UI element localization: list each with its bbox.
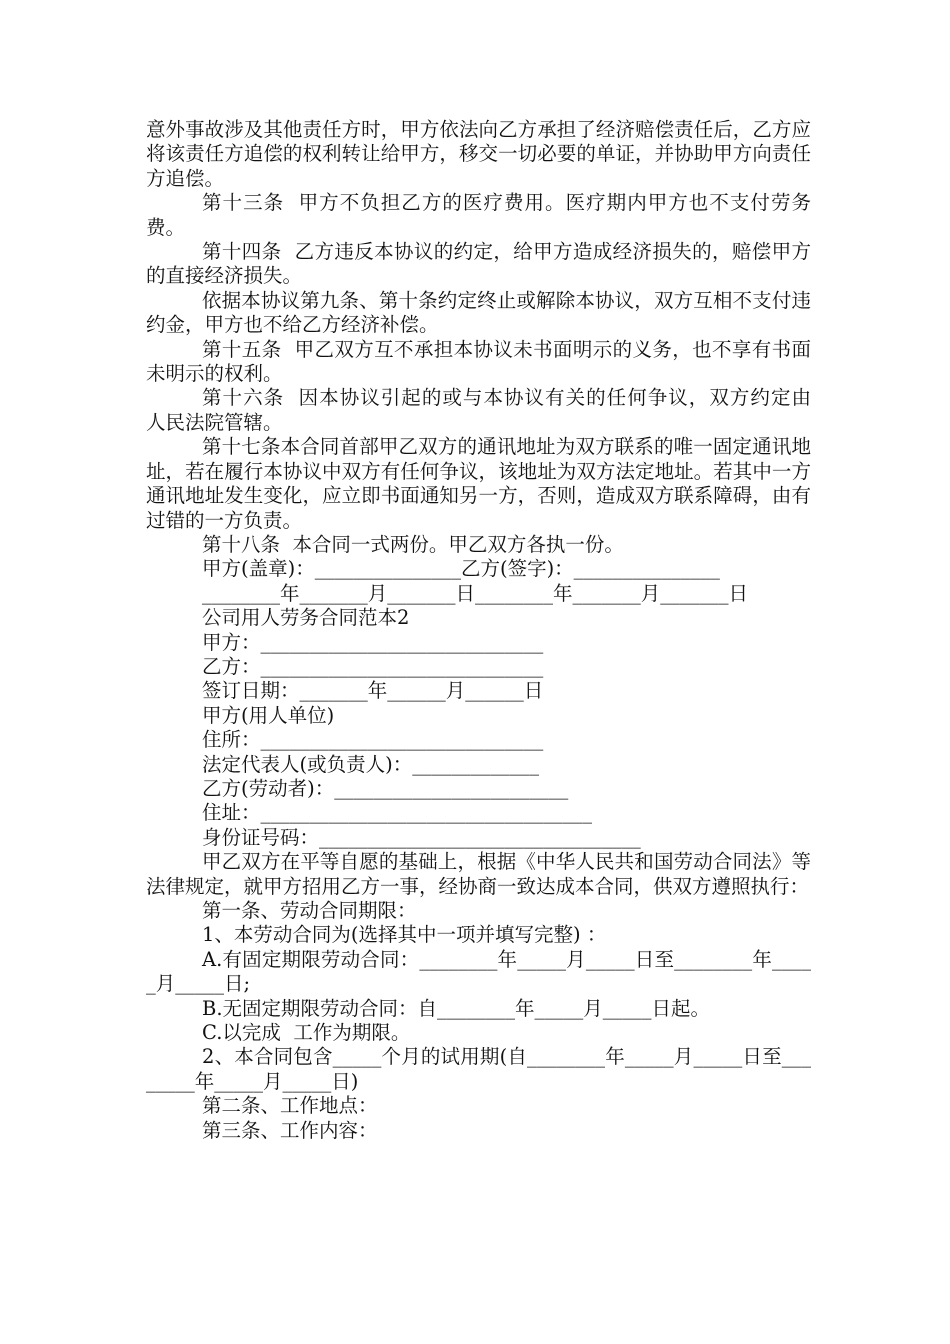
paragraph-accident-liability: 意外事故涉及其他责任方时，甲方依法向乙方承担了经济赔偿责任后，乙方应将该责任方追偿的权利转让给甲方，移交一切必要的单证，并协助甲方向责任方追偿。	[146, 118, 811, 190]
field-party-b: 乙方：_____________________________	[202, 654, 544, 678]
option-b-open-term: B.无固定期限劳动合同：自________年_____月_____日起。	[202, 996, 711, 1020]
signature-line: 甲方(盖章)：_______________乙方(签字)：_______________	[202, 557, 720, 581]
paragraph-article-15: 第十五条 甲乙双方互不承担本协议未书面明示的义务，也不享有书面未明示的权利。	[146, 337, 811, 386]
paragraph-preamble: 甲乙双方在平等自愿的基础上，根据《中华人民共和国劳动合同法》等法律规定，就甲方招用乙方一事，经协商一致达成本合同，供双方遵照执行：	[146, 850, 811, 898]
paragraph-article-16: 第十六条 因本协议引起的或与本协议有关的任何争议，双方约定由 人民法院管辖。	[146, 386, 824, 434]
option-c-task-term: C.以完成 工作为期限。	[202, 1021, 411, 1045]
article-1-item-1: 1、本劳动合同为(选择其中一项并填写完整) ：	[202, 923, 607, 947]
article-3-heading: 第三条、工作内容：	[202, 1118, 378, 1142]
field-residence: 住所：_____________________________	[202, 728, 544, 752]
section-title: 公司用人劳务合同范本2	[202, 606, 410, 630]
paragraph-article-13: 第十三条 甲方不负担乙方的医疗费用。医疗期内甲方也不支付劳务费。	[146, 191, 811, 239]
paragraph-article-14: 第十四条 乙方违反本协议的约定，给甲方造成经济损失的，赔偿甲方的直接经济损失。	[146, 240, 811, 288]
field-sign-date: 签订日期：_______年______月______日	[202, 679, 544, 703]
field-worker: 乙方(劳动者)：________________________	[202, 776, 569, 800]
field-address: 住址：__________________________________	[202, 801, 593, 825]
article-1-item-2-probation: 2、本合同包含_____个月的试用期(自________年_____月_____日至________年_____月_____日)	[146, 1045, 811, 1093]
field-legal-rep: 法定代表人(或负责人)：_____________	[202, 752, 539, 776]
article-2-heading: 第二条、工作地点：	[202, 1094, 378, 1118]
field-party-a: 甲方：_____________________________	[202, 630, 544, 654]
option-a-fixed-term: A.有固定期限劳动合同：________年_____月_____日至________年_____月_____日;	[146, 947, 811, 996]
party-a-heading: 甲方(用人单位)	[202, 703, 335, 727]
document-body	[146, 118, 824, 1143]
article-1-heading: 第一条、劳动合同期限：	[202, 899, 417, 922]
paragraph-article-17: 第十七条本合同首部甲乙双方的通讯地址为双方联系的唯一固定通讯地址，若在履行本协议中双方有任何争议，该地址为双方法定地址。若其中一方通讯地址发生变化，应立即书面通知另一方，否则，造成双方联系障碍，由有过错的一方负责。	[146, 435, 811, 532]
paragraph-article-18: 第十八条 本合同一式两份。甲乙双方各执一份。	[202, 532, 624, 556]
signature-date-line: ________年_______月_______日________年_______月_______日	[202, 581, 749, 605]
paragraph-termination: 依据本协议第九条、第十条约定终止或解除本协议，双方互相不支付违约金，甲方也不给乙方经济补偿。	[146, 288, 811, 337]
field-id-number: 身份证号码：_________________________________	[202, 825, 641, 849]
